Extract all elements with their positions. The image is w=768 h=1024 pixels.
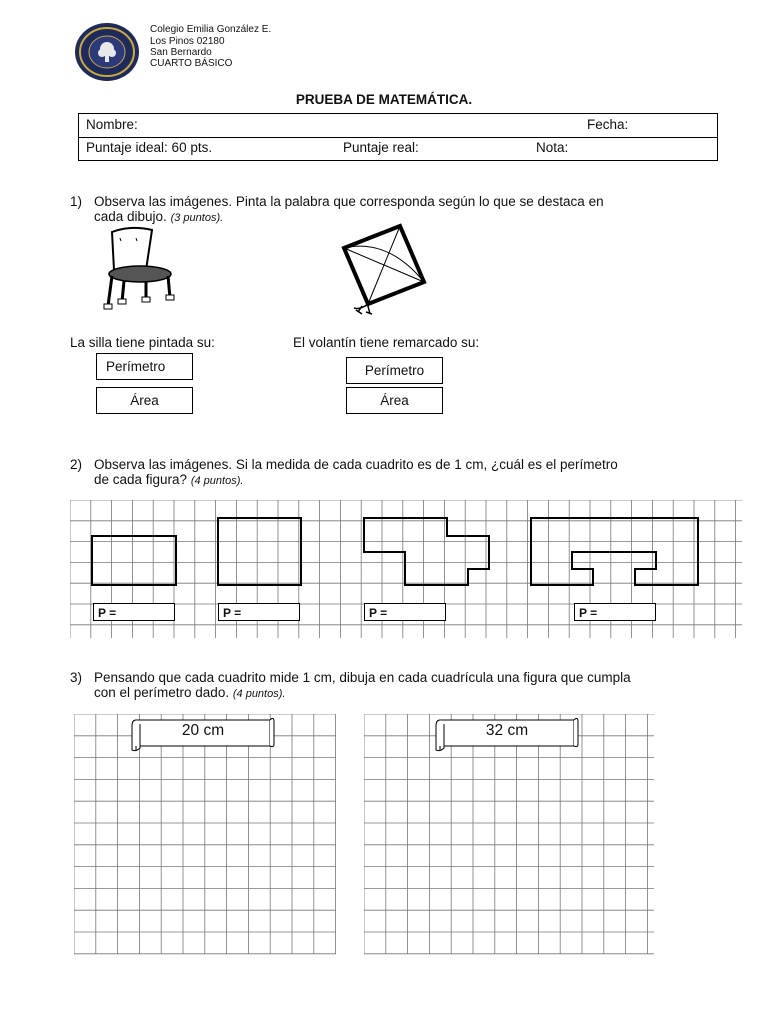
puntaje-ideal: Puntaje ideal: 60 pts. <box>86 140 213 155</box>
nombre-field[interactable]: Nombre: <box>86 117 138 132</box>
fecha-field[interactable]: Fecha: <box>587 117 629 132</box>
figure-rectangle-2 <box>218 518 301 585</box>
question-points: (3 puntos). <box>170 212 224 224</box>
school-address: Los Pinos 02180 <box>150 36 225 47</box>
student-info-box <box>78 113 718 161</box>
answer-box-2[interactable]: P = <box>218 603 300 621</box>
perimeter-target-2: 32 cm <box>485 722 529 739</box>
school-seal-icon <box>74 22 140 82</box>
puntaje-real-field[interactable]: Puntaje real: <box>343 140 419 155</box>
kite-option-perimetro[interactable]: Perímetro <box>346 357 443 384</box>
question-text: Observa las imágenes. Pinta la palabra que corresponda según lo que se destaca en <box>94 194 604 209</box>
chair-icon <box>100 226 180 312</box>
question-text: cada dibujo. <box>94 209 167 224</box>
question-number: 3) <box>70 670 83 685</box>
kite-icon <box>338 220 430 324</box>
school-grade: CUARTO BÁSICO <box>150 58 233 69</box>
question-text: de cada figura? <box>94 472 188 487</box>
question-number: 2) <box>70 457 83 472</box>
school-city: San Bernardo <box>150 47 212 58</box>
kite-option-area[interactable]: Área <box>346 387 443 414</box>
question-text: con el perímetro dado. <box>94 685 230 700</box>
school-name: Colegio Emilia González E. <box>150 24 272 35</box>
nota-field[interactable]: Nota: <box>536 140 569 155</box>
page-title: PRUEBA DE MATEMÁTICA. <box>295 92 473 107</box>
perimeter-target-1: 20 cm <box>181 722 225 739</box>
figure-rectangle-1 <box>92 536 176 585</box>
answer-box-4[interactable]: P = <box>574 603 656 621</box>
answer-box-3[interactable]: P = <box>364 603 446 621</box>
question-points: (4 puntos). <box>232 688 286 700</box>
question-points: (4 puntos). <box>190 475 244 487</box>
question-number: 1) <box>70 194 83 209</box>
chair-option-perimetro[interactable]: Perímetro <box>96 353 193 380</box>
chair-label: La silla tiene pintada su: <box>70 335 215 350</box>
question-text: Pensando que cada cuadrito mide 1 cm, dibuja en cada cuadrícula una figura que cumpla <box>94 670 631 685</box>
kite-label: El volantín tiene remarcado su: <box>293 335 480 350</box>
chair-option-area[interactable]: Área <box>96 387 193 414</box>
answer-box-1[interactable]: P = <box>93 603 175 621</box>
figure-irregular-3 <box>364 518 489 585</box>
question-text: Observa las imágenes. Si la medida de cada cuadrito es de 1 cm, ¿cuál es el perímetro <box>94 457 618 472</box>
